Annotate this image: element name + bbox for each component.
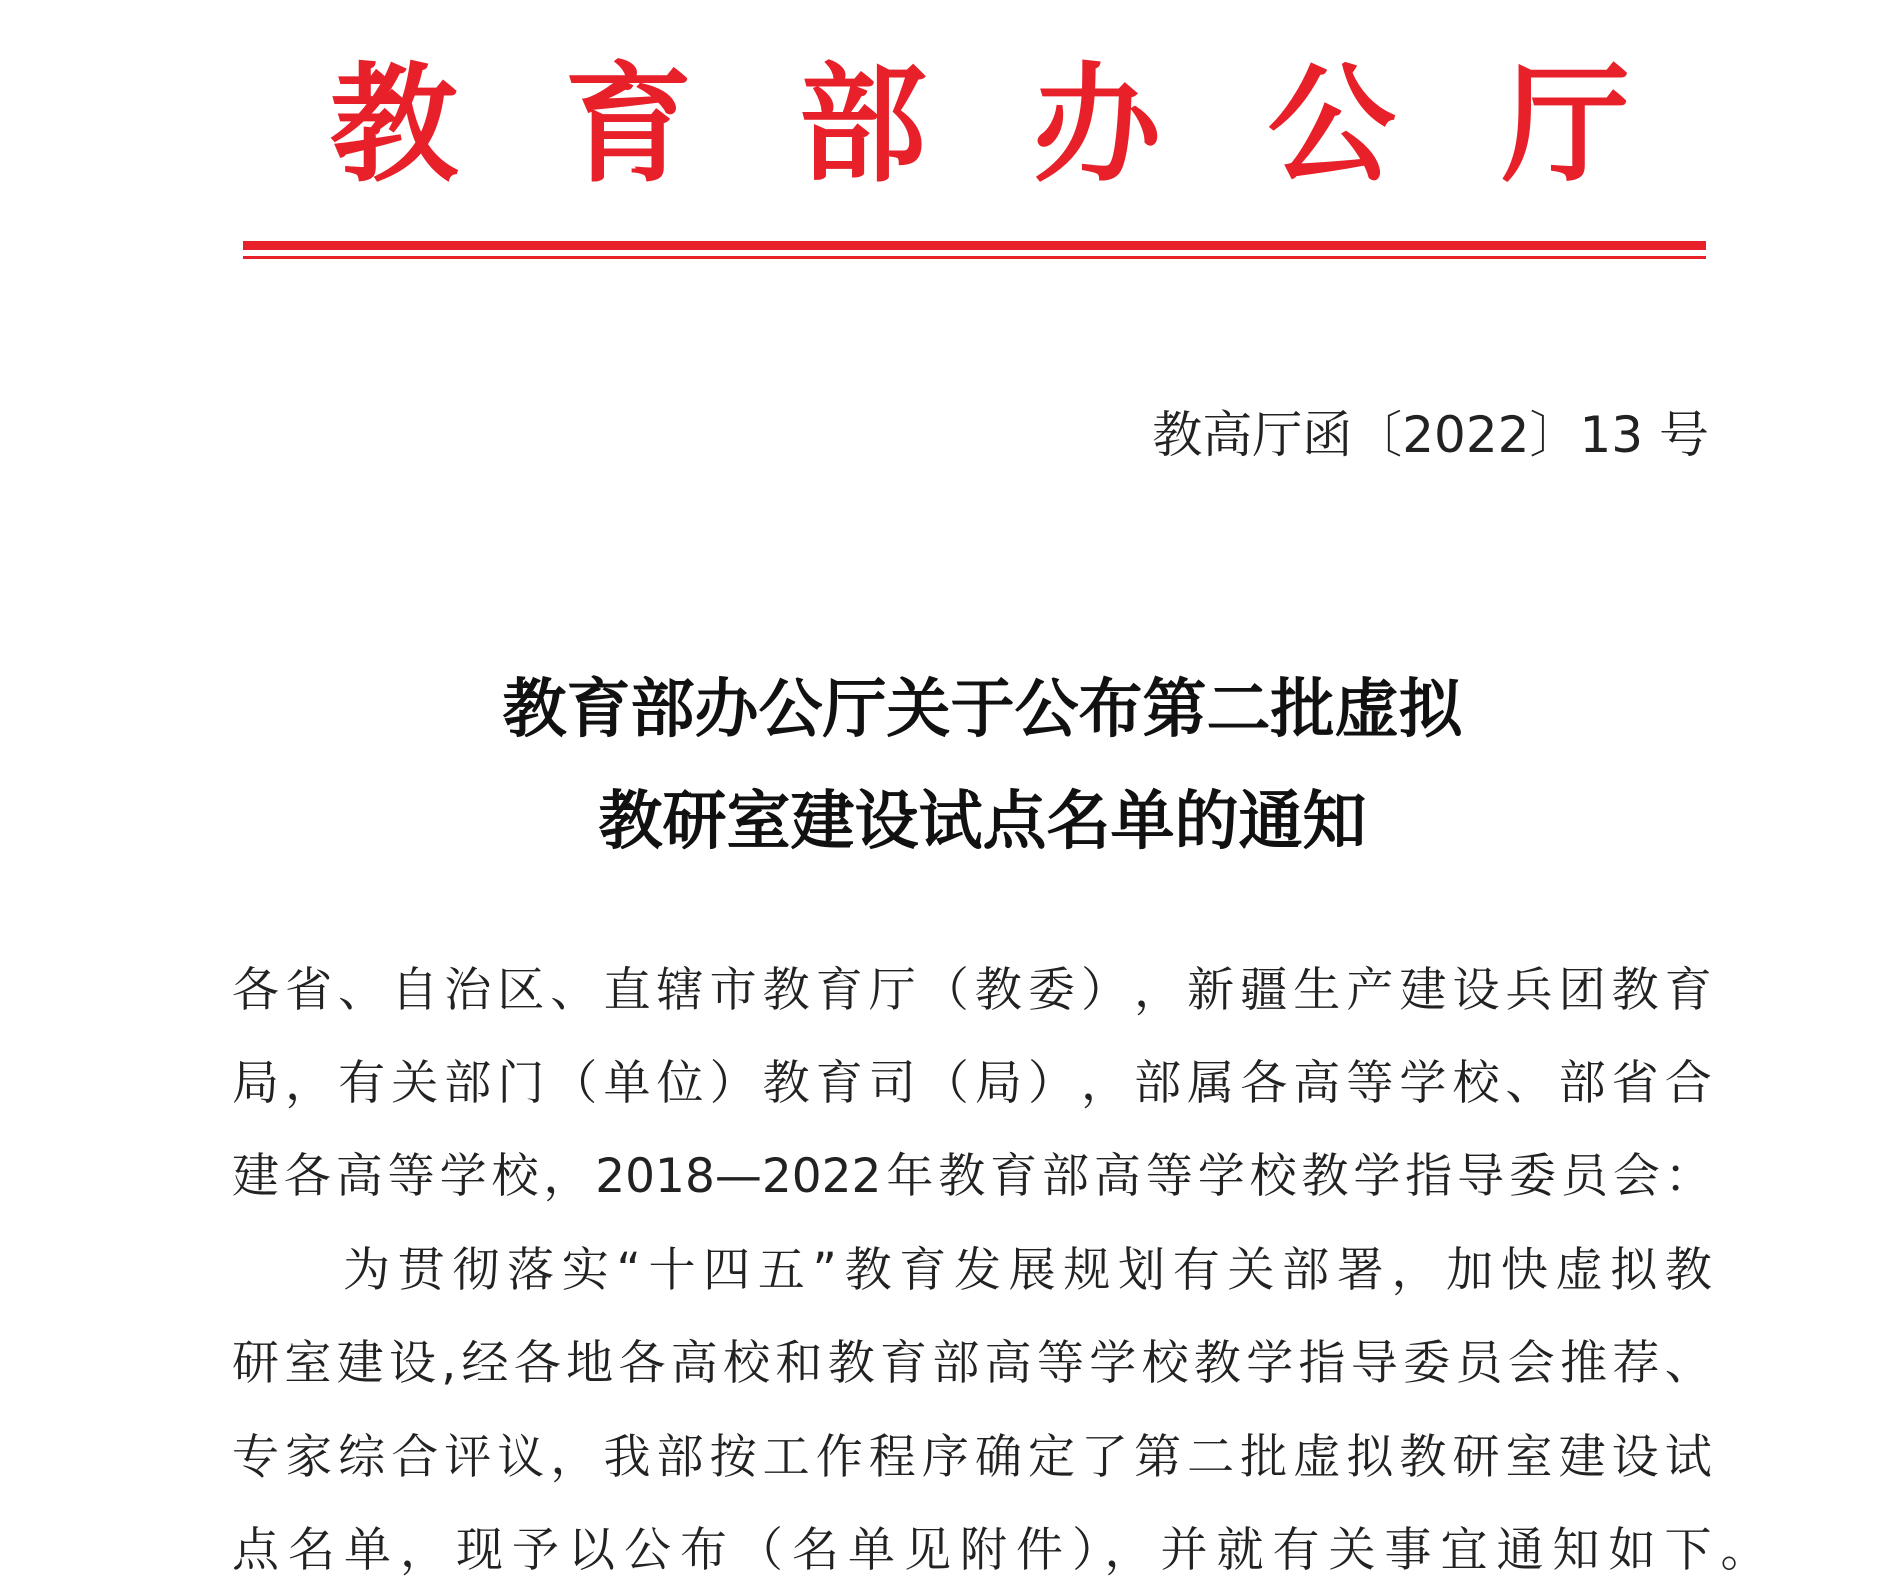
body-text-glyph: 展 bbox=[1008, 1243, 1056, 1298]
body-text-glyph: 合 bbox=[1664, 1056, 1712, 1111]
body-text-glyph: 部 bbox=[1282, 1243, 1330, 1298]
body-text-glyph: ， bbox=[285, 1056, 333, 1111]
body-text-glyph: 高 bbox=[670, 1336, 718, 1391]
body-text-glyph: 了 bbox=[1081, 1430, 1128, 1485]
body-text-glyph: 合 bbox=[391, 1430, 439, 1485]
body-text-glyph: 工 bbox=[762, 1430, 810, 1485]
body-text-glyph: 地 bbox=[566, 1336, 614, 1391]
body-text-glyph: 部 bbox=[656, 1430, 704, 1485]
body-text-glyph: ） bbox=[1081, 963, 1128, 1018]
body-line bbox=[232, 1056, 1712, 1112]
masthead-char: 公 bbox=[1267, 50, 1396, 200]
body-text-glyph: 校 bbox=[723, 1336, 771, 1391]
body-text-glyph: 2018—2022 bbox=[595, 1149, 882, 1204]
body-text-glyph: 部 bbox=[444, 1056, 492, 1111]
body-text-glyph: 规 bbox=[1063, 1243, 1111, 1298]
body-text-glyph: 直 bbox=[603, 963, 651, 1018]
body-text-glyph: 设 bbox=[1611, 1430, 1659, 1485]
body-text-glyph: 定 bbox=[1027, 1430, 1075, 1485]
body-text-glyph: 我 bbox=[603, 1430, 651, 1485]
body-text-glyph: 属 bbox=[1187, 1056, 1235, 1111]
body-text-glyph: （ bbox=[550, 1056, 598, 1111]
document-title-line-2: 教研室建设试点名单的通知 bbox=[598, 784, 1367, 859]
body-text-glyph: 导 bbox=[1457, 1149, 1505, 1204]
body-text-glyph: 治 bbox=[444, 963, 492, 1018]
body-text-glyph: ， bbox=[1391, 1243, 1439, 1298]
body-text-glyph: 十 bbox=[648, 1243, 696, 1298]
body-line bbox=[232, 1149, 1712, 1205]
body-text-glyph: 育 bbox=[815, 1056, 863, 1111]
masthead-char: 厅 bbox=[1501, 50, 1630, 200]
body-text-glyph: 指 bbox=[1298, 1336, 1346, 1391]
masthead-char: 办 bbox=[1033, 50, 1162, 200]
body-text-glyph: 各 bbox=[618, 1336, 666, 1391]
body-text-glyph: 研 bbox=[232, 1336, 279, 1391]
body-text-glyph: ， bbox=[543, 1149, 591, 1204]
body-text-glyph: 批 bbox=[1240, 1430, 1288, 1485]
body-text-glyph: 省 bbox=[1611, 1056, 1659, 1111]
body-text-glyph: 各 bbox=[283, 1149, 331, 1204]
body-text-glyph: 校 bbox=[1141, 1336, 1189, 1391]
body-text-glyph: 划 bbox=[1118, 1243, 1166, 1298]
body-text-glyph: 虚 bbox=[1555, 1243, 1603, 1298]
body-text-glyph: 自 bbox=[391, 963, 439, 1018]
body-text-glyph: 部 bbox=[1042, 1149, 1090, 1204]
body-text-glyph: 教 bbox=[844, 1243, 892, 1298]
body-text-glyph: 省 bbox=[285, 963, 333, 1018]
body-text-glyph: 高 bbox=[335, 1149, 383, 1204]
masthead-char: 部 bbox=[798, 50, 927, 200]
body-text-glyph: 评 bbox=[444, 1430, 492, 1485]
body-text-glyph: 学 bbox=[1089, 1336, 1137, 1391]
body-text-glyph: 、 bbox=[1505, 1056, 1553, 1111]
body-text-glyph: ， bbox=[1134, 963, 1182, 1018]
body-text-glyph: 署 bbox=[1336, 1243, 1384, 1298]
body-text-glyph: 教 bbox=[1193, 1336, 1241, 1391]
body-text-glyph: ， bbox=[1081, 1056, 1128, 1111]
body-text-glyph: 员 bbox=[1455, 1336, 1503, 1391]
red-divider-rule-thin bbox=[243, 256, 1706, 259]
body-text-glyph: 兵 bbox=[1505, 963, 1553, 1018]
body-text-glyph: 疆 bbox=[1240, 963, 1288, 1018]
body-text-glyph: ： bbox=[1664, 1149, 1712, 1204]
body-text-glyph: 程 bbox=[868, 1430, 916, 1485]
body-text-glyph: 育 bbox=[1664, 963, 1712, 1018]
body-paragraph-line bbox=[232, 1430, 1712, 1486]
body-text-glyph: 序 bbox=[921, 1430, 969, 1485]
body-text-glyph: 市 bbox=[709, 963, 757, 1018]
body-text-glyph: 育 bbox=[815, 963, 863, 1018]
body-text-glyph: 第 bbox=[1134, 1430, 1182, 1485]
body-text-glyph: 、 bbox=[550, 963, 598, 1018]
body-text-glyph: 育 bbox=[899, 1243, 947, 1298]
body-text-glyph: 荐 bbox=[1612, 1336, 1660, 1391]
red-divider-rule bbox=[243, 241, 1706, 250]
body-text-glyph: 各 bbox=[232, 963, 279, 1018]
body-text-glyph: 教 bbox=[762, 963, 810, 1018]
body-text-glyph: 室 bbox=[1505, 1430, 1553, 1485]
body-text-glyph: 各 bbox=[513, 1336, 561, 1391]
body-text-glyph: 等 bbox=[1036, 1336, 1084, 1391]
body-text-glyph: 校 bbox=[1249, 1149, 1297, 1204]
body-text-glyph: 会 bbox=[1612, 1149, 1660, 1204]
body-text-glyph: 高 bbox=[984, 1336, 1032, 1391]
body-text-glyph: 为 bbox=[343, 1243, 390, 1298]
body-text-glyph: 区 bbox=[497, 963, 545, 1018]
body-text-glyph: 经 bbox=[461, 1336, 509, 1391]
body-text-glyph: 建 bbox=[232, 1149, 279, 1204]
body-text-glyph: 教 bbox=[762, 1056, 810, 1111]
body-text-glyph: 高 bbox=[1293, 1056, 1341, 1111]
body-text-glyph: 落 bbox=[507, 1243, 555, 1298]
body-text-glyph: 等 bbox=[387, 1149, 435, 1204]
body-text-glyph: 和 bbox=[775, 1336, 823, 1391]
body-text-glyph: 关 bbox=[391, 1056, 439, 1111]
body-text-glyph: 教 bbox=[1399, 1430, 1447, 1485]
body-text-glyph: ） bbox=[1027, 1056, 1075, 1111]
body-text-glyph: 指 bbox=[1405, 1149, 1453, 1204]
body-text-glyph: （ bbox=[921, 1056, 969, 1111]
body-text-glyph: 推 bbox=[1560, 1336, 1608, 1391]
body-text-glyph: 拟 bbox=[1346, 1430, 1394, 1485]
body-text-glyph: 会 bbox=[1507, 1336, 1555, 1391]
body-text-glyph: 教 bbox=[827, 1336, 875, 1391]
body-text-glyph: 学 bbox=[1353, 1149, 1401, 1204]
body-text-glyph: 学 bbox=[439, 1149, 487, 1204]
body-text-glyph: 年 bbox=[886, 1149, 934, 1204]
body-text-glyph: 产 bbox=[1346, 963, 1394, 1018]
body-text-glyph: 团 bbox=[1558, 963, 1606, 1018]
masthead-char: 教 bbox=[330, 50, 459, 200]
body-text-glyph: 生 bbox=[1293, 963, 1341, 1018]
document-number: 教高厅函〔2022〕13 号 bbox=[1152, 406, 1709, 464]
body-text-glyph: 建 bbox=[336, 1336, 384, 1391]
body-line bbox=[232, 963, 1712, 1019]
body-text-glyph: 辖 bbox=[656, 963, 704, 1018]
body-text-glyph: 委 bbox=[1509, 1149, 1557, 1204]
body-text-glyph: 育 bbox=[990, 1149, 1038, 1204]
body-text-glyph: 、 bbox=[1664, 1336, 1712, 1391]
body-text-glyph: 局 bbox=[232, 1056, 279, 1111]
body-text-glyph: 贯 bbox=[397, 1243, 445, 1298]
body-text-glyph: 拟 bbox=[1610, 1243, 1658, 1298]
body-text-glyph: 建 bbox=[1558, 1430, 1606, 1485]
body-text-glyph: 委 bbox=[1403, 1336, 1451, 1391]
body-text-glyph: 有 bbox=[1172, 1243, 1220, 1298]
body-text-glyph: 确 bbox=[974, 1430, 1022, 1485]
body-text-glyph: 厅 bbox=[868, 963, 916, 1018]
body-text-glyph: 部 bbox=[1558, 1056, 1606, 1111]
body-text-glyph: 彻 bbox=[452, 1243, 500, 1298]
body-text-glyph: 司 bbox=[868, 1056, 916, 1111]
body-text-glyph: （ bbox=[921, 963, 969, 1018]
document-title-line-1: 教育部办公厅关于公布第二批虚拟 bbox=[502, 672, 1463, 747]
body-text-glyph: 设 bbox=[388, 1336, 436, 1391]
body-text-glyph: 部 bbox=[1134, 1056, 1182, 1111]
body-text-glyph: 、 bbox=[338, 963, 386, 1018]
body-text-glyph: 校 bbox=[491, 1149, 539, 1204]
body-text-glyph: 教 bbox=[974, 963, 1022, 1018]
body-text-glyph: 室 bbox=[284, 1336, 332, 1391]
body-text-glyph: 学 bbox=[1399, 1056, 1447, 1111]
body-text-glyph: 部 bbox=[932, 1336, 980, 1391]
body-text-glyph: 试 bbox=[1664, 1430, 1712, 1485]
body-text-glyph: , bbox=[441, 1336, 457, 1391]
body-text-glyph: 发 bbox=[953, 1243, 1001, 1298]
body-text-glyph: 教 bbox=[1301, 1149, 1349, 1204]
body-text-glyph: ” bbox=[812, 1243, 837, 1298]
body-text-glyph: 单 bbox=[603, 1056, 651, 1111]
body-text-glyph: 导 bbox=[1350, 1336, 1398, 1391]
body-text-glyph: ） bbox=[709, 1056, 757, 1111]
body-text-glyph: 位 bbox=[656, 1056, 704, 1111]
body-text-glyph: 有 bbox=[338, 1056, 386, 1111]
body-text-glyph: 加 bbox=[1446, 1243, 1494, 1298]
body-text-glyph: 专 bbox=[232, 1430, 279, 1485]
body-text-glyph: 等 bbox=[1346, 1056, 1394, 1111]
body-text-glyph: 二 bbox=[1187, 1430, 1235, 1485]
body-text-glyph: 等 bbox=[1145, 1149, 1193, 1204]
body-text-glyph: 新 bbox=[1187, 963, 1235, 1018]
body-text-glyph: “ bbox=[616, 1243, 641, 1298]
body-text-glyph: 高 bbox=[1093, 1149, 1141, 1204]
body-text-glyph: 教 bbox=[938, 1149, 986, 1204]
body-text-glyph: 门 bbox=[497, 1056, 545, 1111]
body-text-glyph: 虚 bbox=[1293, 1430, 1341, 1485]
masthead-title bbox=[330, 50, 1630, 200]
body-text-glyph: 育 bbox=[880, 1336, 928, 1391]
body-text-glyph: 实 bbox=[561, 1243, 609, 1298]
body-paragraph-line: 点名单，现予以公布（名单见附件），并就有关事宜通知如下。 bbox=[232, 1523, 1777, 1578]
body-text-glyph: 委 bbox=[1027, 963, 1075, 1018]
body-text-glyph: 四 bbox=[703, 1243, 751, 1298]
body-text-glyph: 设 bbox=[1452, 963, 1500, 1018]
body-text-glyph: 局 bbox=[974, 1056, 1022, 1111]
body-text-glyph: 关 bbox=[1227, 1243, 1275, 1298]
body-text-glyph: 综 bbox=[338, 1430, 386, 1485]
body-text-glyph: 按 bbox=[709, 1430, 757, 1485]
body-text-glyph: 五 bbox=[757, 1243, 805, 1298]
body-text-glyph: 家 bbox=[285, 1430, 333, 1485]
body-text-glyph: 各 bbox=[1240, 1056, 1288, 1111]
body-paragraph-line bbox=[232, 1336, 1712, 1392]
body-text-glyph: 作 bbox=[815, 1430, 863, 1485]
body-text-glyph: 教 bbox=[1611, 963, 1659, 1018]
body-paragraph-line bbox=[343, 1243, 1712, 1299]
body-text-glyph: 建 bbox=[1399, 963, 1447, 1018]
body-text-glyph: 教 bbox=[1664, 1243, 1712, 1298]
body-text-glyph: 议 bbox=[497, 1430, 545, 1485]
masthead-char: 育 bbox=[564, 50, 693, 200]
body-text-glyph: 研 bbox=[1452, 1430, 1500, 1485]
body-text-glyph: ， bbox=[550, 1430, 598, 1485]
body-text-glyph: 校 bbox=[1452, 1056, 1500, 1111]
body-text-glyph: 员 bbox=[1560, 1149, 1608, 1204]
body-text-glyph: 学 bbox=[1246, 1336, 1294, 1391]
body-text-glyph: 快 bbox=[1500, 1243, 1548, 1298]
body-text-glyph: 学 bbox=[1197, 1149, 1245, 1204]
